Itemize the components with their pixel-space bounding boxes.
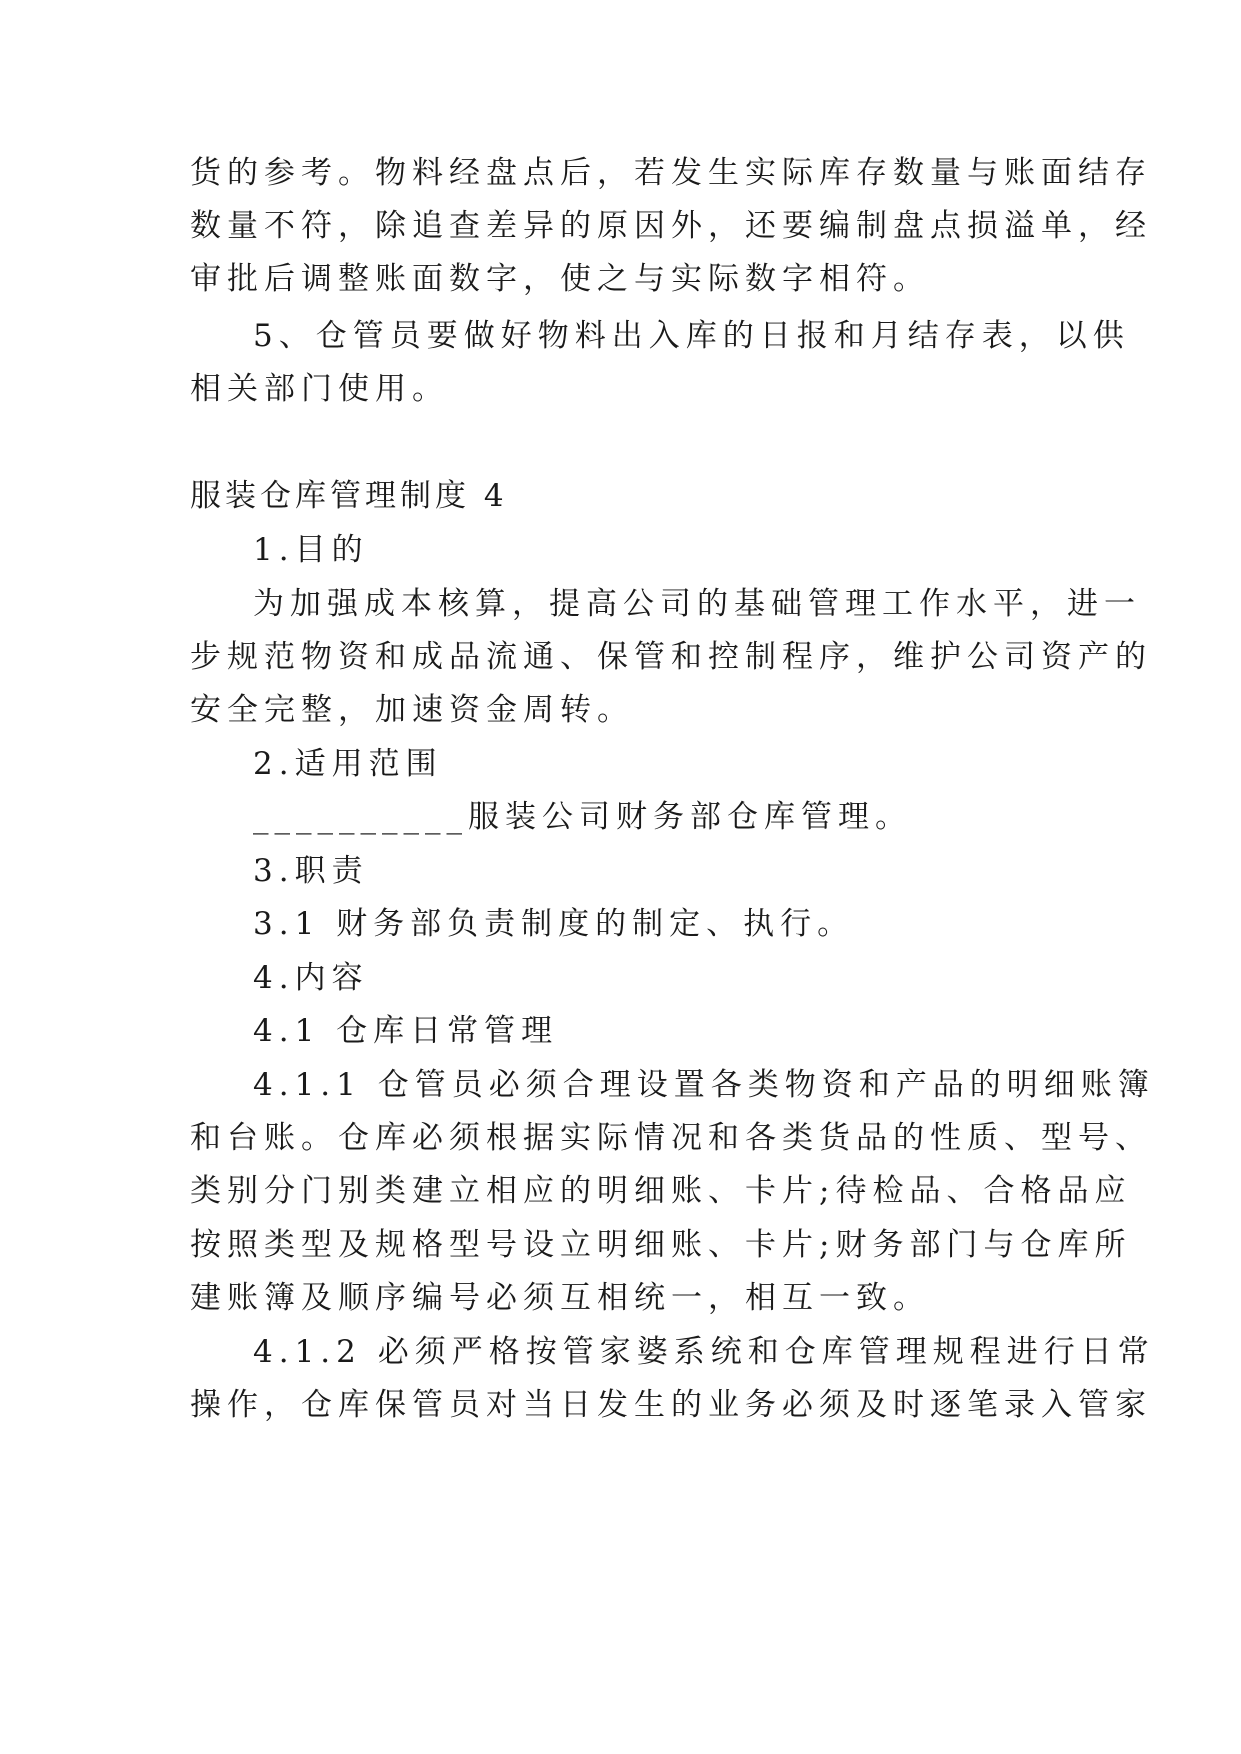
paragraph-line: 货的参考。物料经盘点后，若发生实际库存数量与账面结存 <box>190 155 1152 191</box>
paragraph-line: 建账簿及顺序编号必须互相统一，相互一致。 <box>190 1280 930 1316</box>
paragraph-line: 3.1 财务部负责制度的制定、执行。 <box>253 906 855 942</box>
section-heading: 服装仓库管理制度 4 <box>190 478 508 514</box>
paragraph-line: 和台账。仓库必须根据实际情况和各类货品的性质、型号、 <box>190 1120 1152 1156</box>
subsection-heading: 3.职责 <box>253 853 369 889</box>
paragraph-line: 按照类型及规格型号设立明细账、卡片;财务部门与仓库所 <box>190 1227 1132 1263</box>
paragraph-line: __________服装公司财务部仓库管理。 <box>253 799 912 835</box>
paragraph-line: 数量不符，除追查差异的原因外，还要编制盘点损溢单，经 <box>190 208 1152 244</box>
paragraph-line: 为加强成本核算，提高公司的基础管理工作水平，进一 <box>253 586 1141 622</box>
subsection-heading: 2.适用范围 <box>253 746 443 782</box>
paragraph-line: 操作，仓库保管员对当日发生的业务必须及时逐笔录入管家 <box>190 1387 1152 1423</box>
paragraph-line: 相关部门使用。 <box>190 371 449 407</box>
subsection-heading: 4.1 仓库日常管理 <box>253 1013 559 1049</box>
subsection-heading: 4.内容 <box>253 960 369 996</box>
paragraph-line: 安全完整，加速资金周转。 <box>190 692 634 728</box>
subsection-heading: 1.目的 <box>253 532 369 568</box>
paragraph-line: 类别分门别类建立相应的明细账、卡片;待检品、合格品应 <box>190 1173 1132 1209</box>
paragraph-line: 步规范物资和成品流通、保管和控制程序，维护公司资产的 <box>190 639 1152 675</box>
paragraph-line: 4.1.1 仓管员必须合理设置各类物资和产品的明细账簿 <box>253 1067 1155 1103</box>
paragraph-line: 4.1.2 必须严格按管家婆系统和仓库管理规程进行日常 <box>253 1334 1155 1370</box>
paragraph-line: 5、仓管员要做好物料出入库的日报和月结存表，以供 <box>253 318 1130 354</box>
paragraph-line: 审批后调整账面数字，使之与实际数字相符。 <box>190 261 930 297</box>
